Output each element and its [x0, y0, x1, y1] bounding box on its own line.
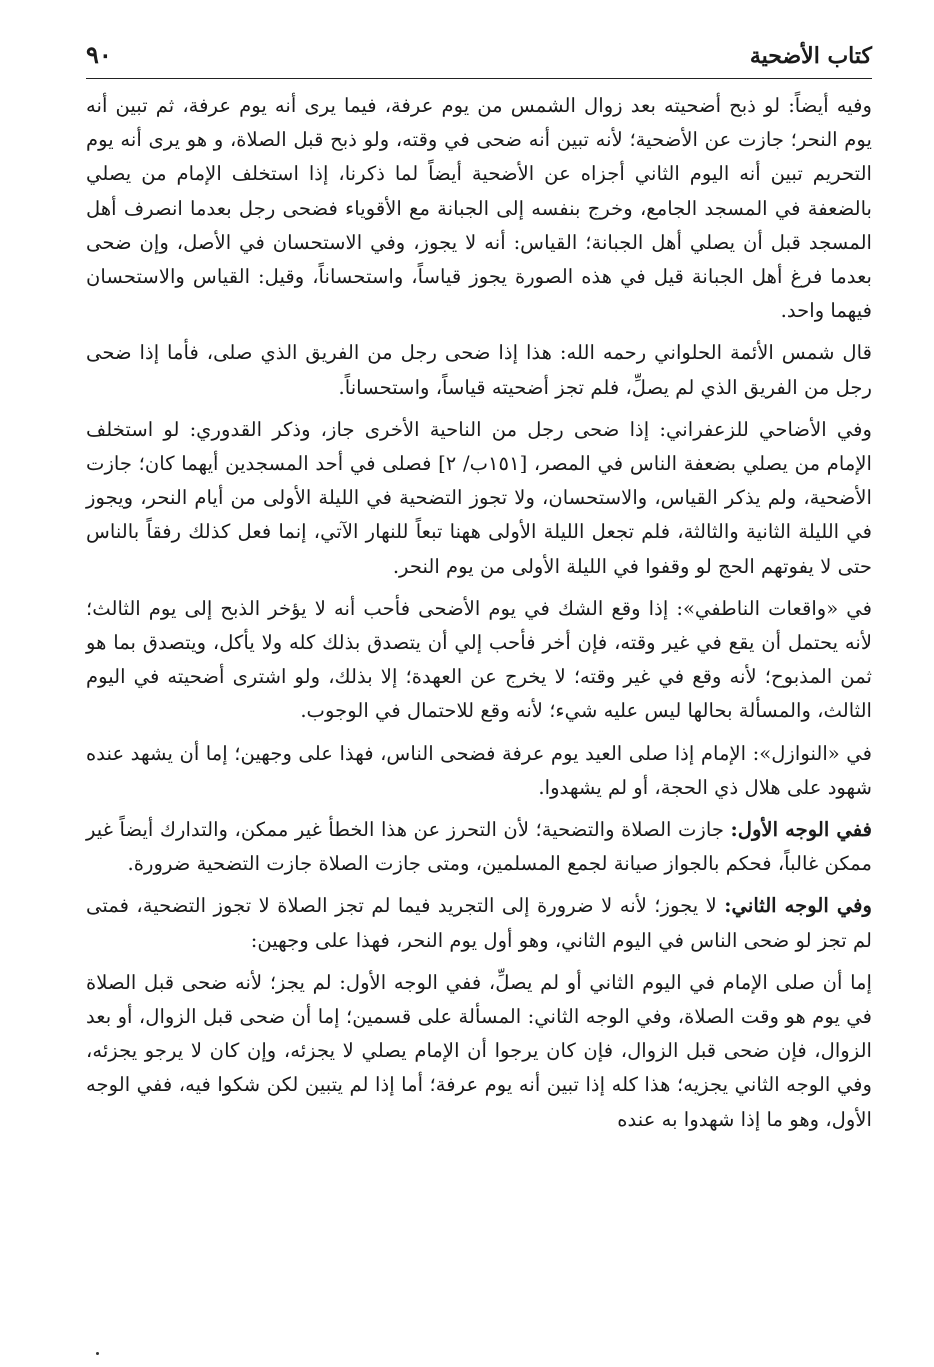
paragraph	[86, 336, 872, 404]
paragraph	[86, 737, 872, 805]
paragraph-text: في «النوازل»: الإمام إذا صلى العيد يوم عرفة فضحى الناس، فهذا على وجهين؛ إما أن يشهد عنده شهود على هلال ذي الحجة، أو لم يشهدوا.	[86, 741, 872, 799]
paragraph-text: وفي الأضاحي للزعفراني: إذا ضحى رجل من الناحية الأخرى جاز، وذكر القدوري: لو استخلف الإمام من يصلي بضعفة الناس في المصر، [١٥١ب/ ٢] فصلى في أحد المسجدين أيهما كان؛ جازت الأضحية، ولم يذكر القياس، والاستحسان، ولا تجوز التضحية في الليلة الأولى من أيام النحر، ويجوز في الليلة الثانية والثالثة، فلم تجعل الليلة الأولى ههنا تبعاً للنهار الآتي، إنما فعل كذلك رفقاً بالناس حتى لا يفوتهم الحج لو وقفوا في الليلة الأولى من يوم النحر.	[86, 417, 872, 578]
paragraph-text: قال شمس الأئمة الحلواني رحمه الله: هذا إذا ضحى رجل من الفريق الذي صلى، فأما إذا ضحى رجل من الفريق الذي لم يصلِّ، فلم تجز أضحيته قياساً، واستحساناً.	[86, 341, 872, 399]
paragraph	[86, 813, 872, 881]
paragraph-text: لا يجوز؛ لأنه لا ضرورة إلى التجريد فيما لم تجز الصلاة لا تجوز التضحية، فمتى لم تجز لو ضحى الناس في اليوم الثاني، وهو أول يوم النحر، فهذا على وجهين:	[86, 894, 872, 952]
paragraph-lead: وفي الوجه الثاني:	[724, 894, 872, 918]
book-page	[86, 40, 872, 1137]
paragraph-lead: ففي الوجه الأول:	[730, 818, 872, 842]
paragraph-text: وفيه أيضاً: لو ذبح أضحيته بعد زوال الشمس من يوم عرفة، فيما يرى أنه يوم عرفة، ثم تبين أنه يوم النحر؛ جازت عن الأضحية؛ لأنه تبين أنه ضحى في وقته، ولو ذبح قبل الصلاة، و هو يرى أنه يوم التحريم تبين أنه اليوم الثاني أجزاه عن الأضحية أيضاً لما ذكرنا، إذا استخلف الإمام من يصلي بالضعفة في المسجد الجامع، وخرج بنفسه إلى الجبانة مع الأقوياء فضحى رجل بعدما انصرف أهل المسجد قبل أن يصلي أهل الجبانة؛ القياس: أنه لا يجوز، وفي الاستحسان في الأصل، وإن ضحى بعدما فرغ أهل الجبانة قيل في هذه الصورة يجوز قياساً، واستحساناً، وقيل: القياس والاستحسان فيهما واحد.	[86, 94, 872, 323]
paragraph-text: إما أن صلى الإمام في اليوم الثاني أو لم يصلِّ، ففي الوجه الأول: لم يجز؛ لأنه ضحى قبل الصلاة في يوم هو وقت الصلاة، وفي الوجه الثاني: المسألة على قسمين؛ إما أن ضحى قبل الزوال، أو بعد الزوال، فإن ضحى قبل الزوال، فإن كان يرجوا أن الإمام يصلي لا يجزئه، وإن كان لا يرجو يجزئه، وفي الوجه الثاني يجزيه؛ هذا كله إذا تبين أنه يوم عرفة؛ أما إذا لم يتبين لكن شكوا فيه، ففي الوجه الأول، وهو ما إذا شهدوا به عنده	[86, 970, 872, 1131]
paragraph	[86, 889, 872, 957]
paragraph	[86, 89, 872, 328]
paragraph	[86, 966, 872, 1137]
running-title: كتاب الأضحية	[749, 43, 872, 69]
paragraph-text: جازت الصلاة والتضحية؛ لأن التحرز عن هذا الخطأ غير ممكن، والتدارك أيضاً غير ممكن غالباً، فحكم بالجواز صيانة لجمع المسلمين، ومتى جازت الصلاة جازت التضحية ضرورة.	[86, 818, 872, 876]
paragraph-text: في «واقعات الناطفي»: إذا وقع الشك في يوم الأضحى فأحب أنه لا يؤخر الذبح إلى يوم الثالث؛ لأنه يحتمل أن يقع في غير وقته، فإن أخر فأحب إلي أن يتصدق بذلك كله ولا يأكل، ويتصدق بما هو ثمن المذبوح؛ لأنه وقع في غير وقته؛ لا يخرج عن العهدة؛ إلا بذلك، ولو اشترى أضحيته في اليوم الثالث، والمسألة بحالها ليس عليه شيء؛ لأنه وقع للاحتمال في الوجوب.	[86, 596, 872, 723]
paragraph	[86, 592, 872, 729]
page-body	[86, 89, 872, 1137]
header-rule	[86, 78, 872, 79]
paragraph	[86, 413, 872, 584]
page-header	[86, 40, 872, 74]
page-number: ٩٠	[86, 40, 112, 69]
scan-speck	[96, 1352, 99, 1355]
